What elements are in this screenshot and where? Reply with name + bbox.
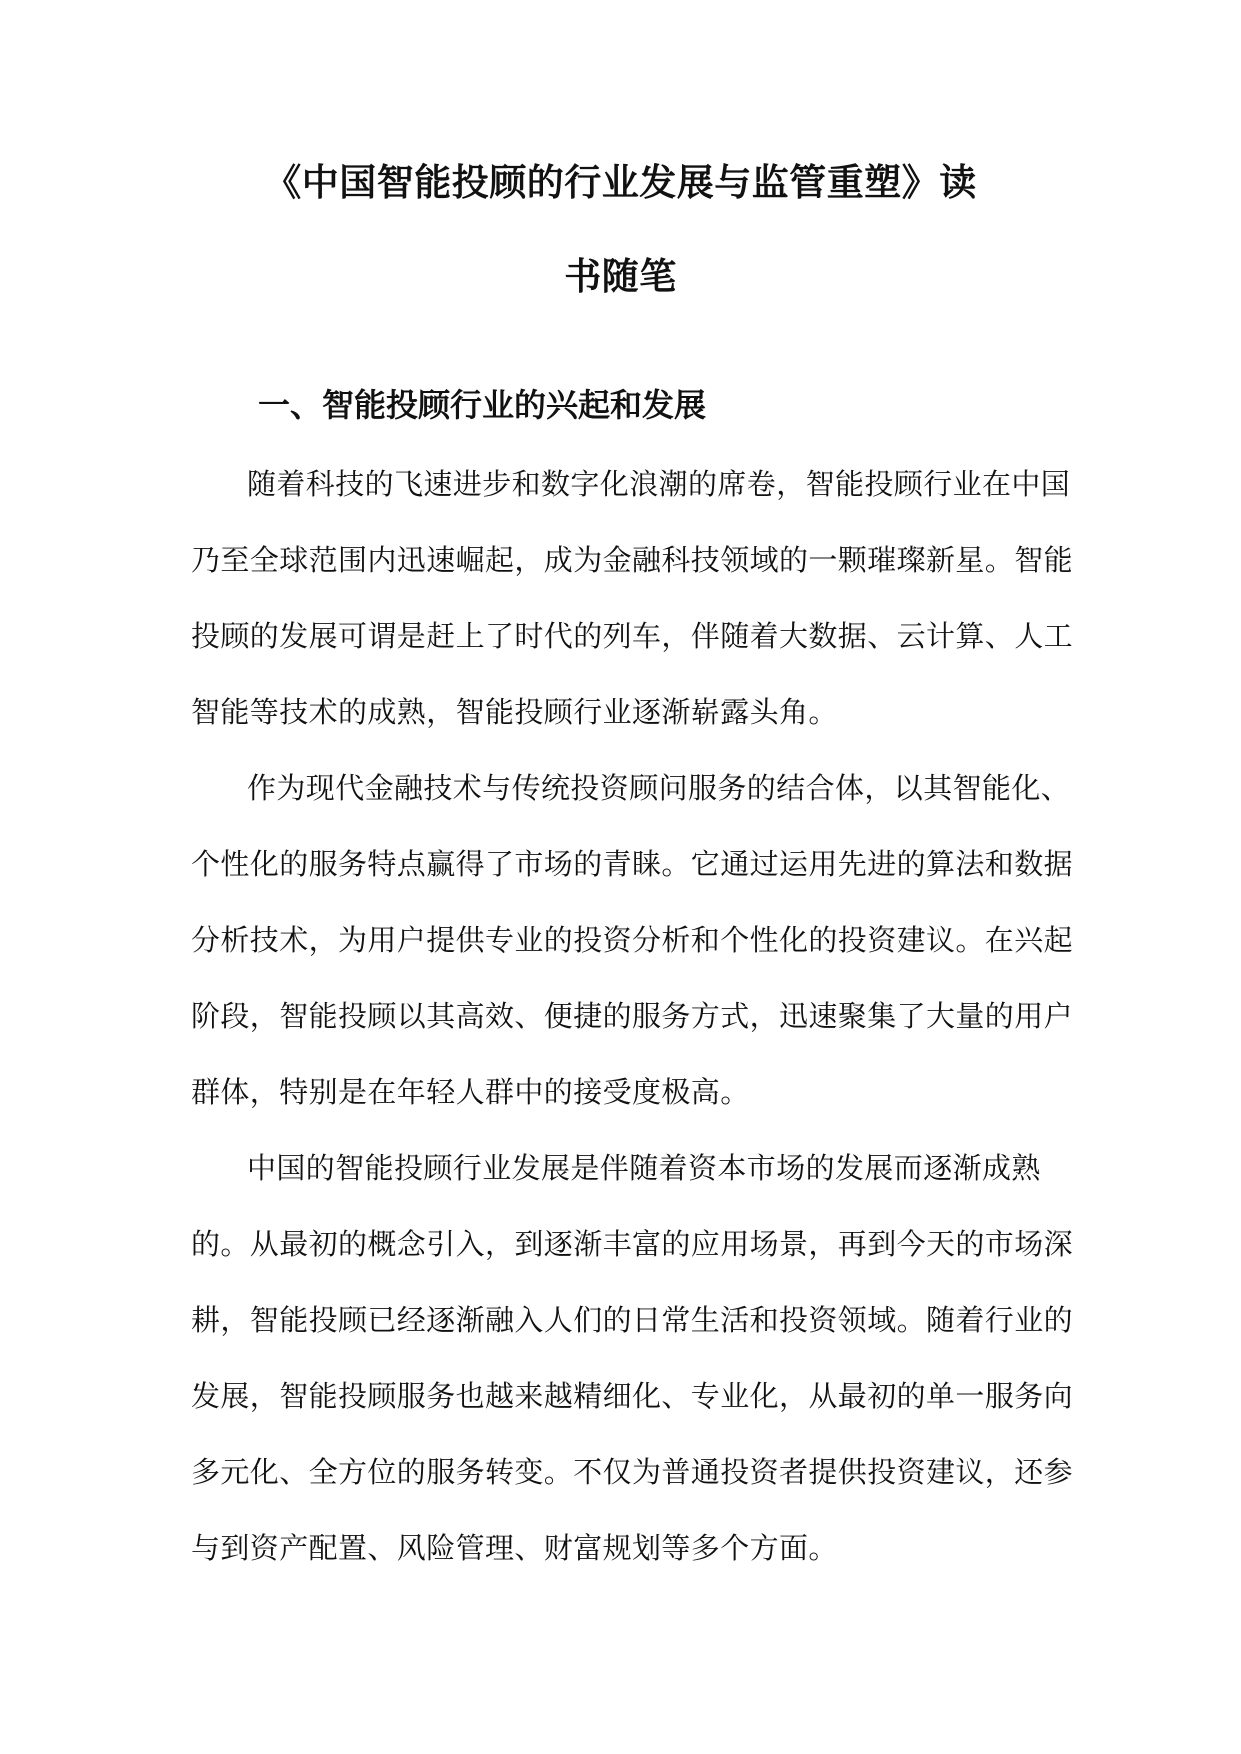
paragraph-3-line-4: 发展，智能投顾服务也越来越精细化、专业化，从最初的单一服务向	[191, 1379, 1074, 1413]
paragraph-2-line-3: 分析技术，为用户提供专业的投资分析和个性化的投资建议。在兴起	[191, 923, 1074, 957]
paragraph-1-line-2: 乃至全球范围内迅速崛起，成为金融科技领域的一颗璀璨新星。智能	[191, 543, 1074, 577]
paragraph-2-line-1: 作为现代金融技术与传统投资顾问服务的结合体，以其智能化、	[247, 771, 1071, 805]
paragraph-3-line-5: 多元化、全方位的服务转变。不仅为普通投资者提供投资建议，还参	[191, 1455, 1074, 1489]
paragraph-3-line-6: 与到资产配置、风险管理、财富规划等多个方面。	[191, 1531, 838, 1565]
paragraph-3-line-3: 耕，智能投顾已经逐渐融入人们的日常生活和投资领域。随着行业的	[191, 1303, 1074, 1337]
paragraph-3-line-2: 的。从最初的概念引入，到逐渐丰富的应用场景，再到今天的市场深	[191, 1227, 1074, 1261]
document-title-line-1: 《中国智能投顾的行业发展与监管重塑》读	[264, 161, 977, 204]
document-title-line-2: 书随笔	[564, 255, 677, 298]
paragraph-1-line-4: 智能等技术的成熟，智能投顾行业逐渐崭露头角。	[191, 695, 838, 729]
paragraph-1-line-3: 投顾的发展可谓是赶上了时代的列车，伴随着大数据、云计算、人工	[191, 619, 1074, 653]
paragraph-1-line-1: 随着科技的飞速进步和数字化浪潮的席卷，智能投顾行业在中国	[247, 467, 1071, 501]
paragraph-3-line-1: 中国的智能投顾行业发展是伴随着资本市场的发展而逐渐成熟	[247, 1151, 1041, 1185]
paragraph-2-line-5: 群体，特别是在年轻人群中的接受度极高。	[191, 1075, 750, 1109]
paragraph-2-line-4: 阶段，智能投顾以其高效、便捷的服务方式，迅速聚集了大量的用户	[191, 999, 1074, 1033]
paragraph-2-line-2: 个性化的服务特点赢得了市场的青睐。它通过运用先进的算法和数据	[191, 847, 1074, 881]
section-heading: 一、智能投顾行业的兴起和发展	[258, 386, 707, 424]
